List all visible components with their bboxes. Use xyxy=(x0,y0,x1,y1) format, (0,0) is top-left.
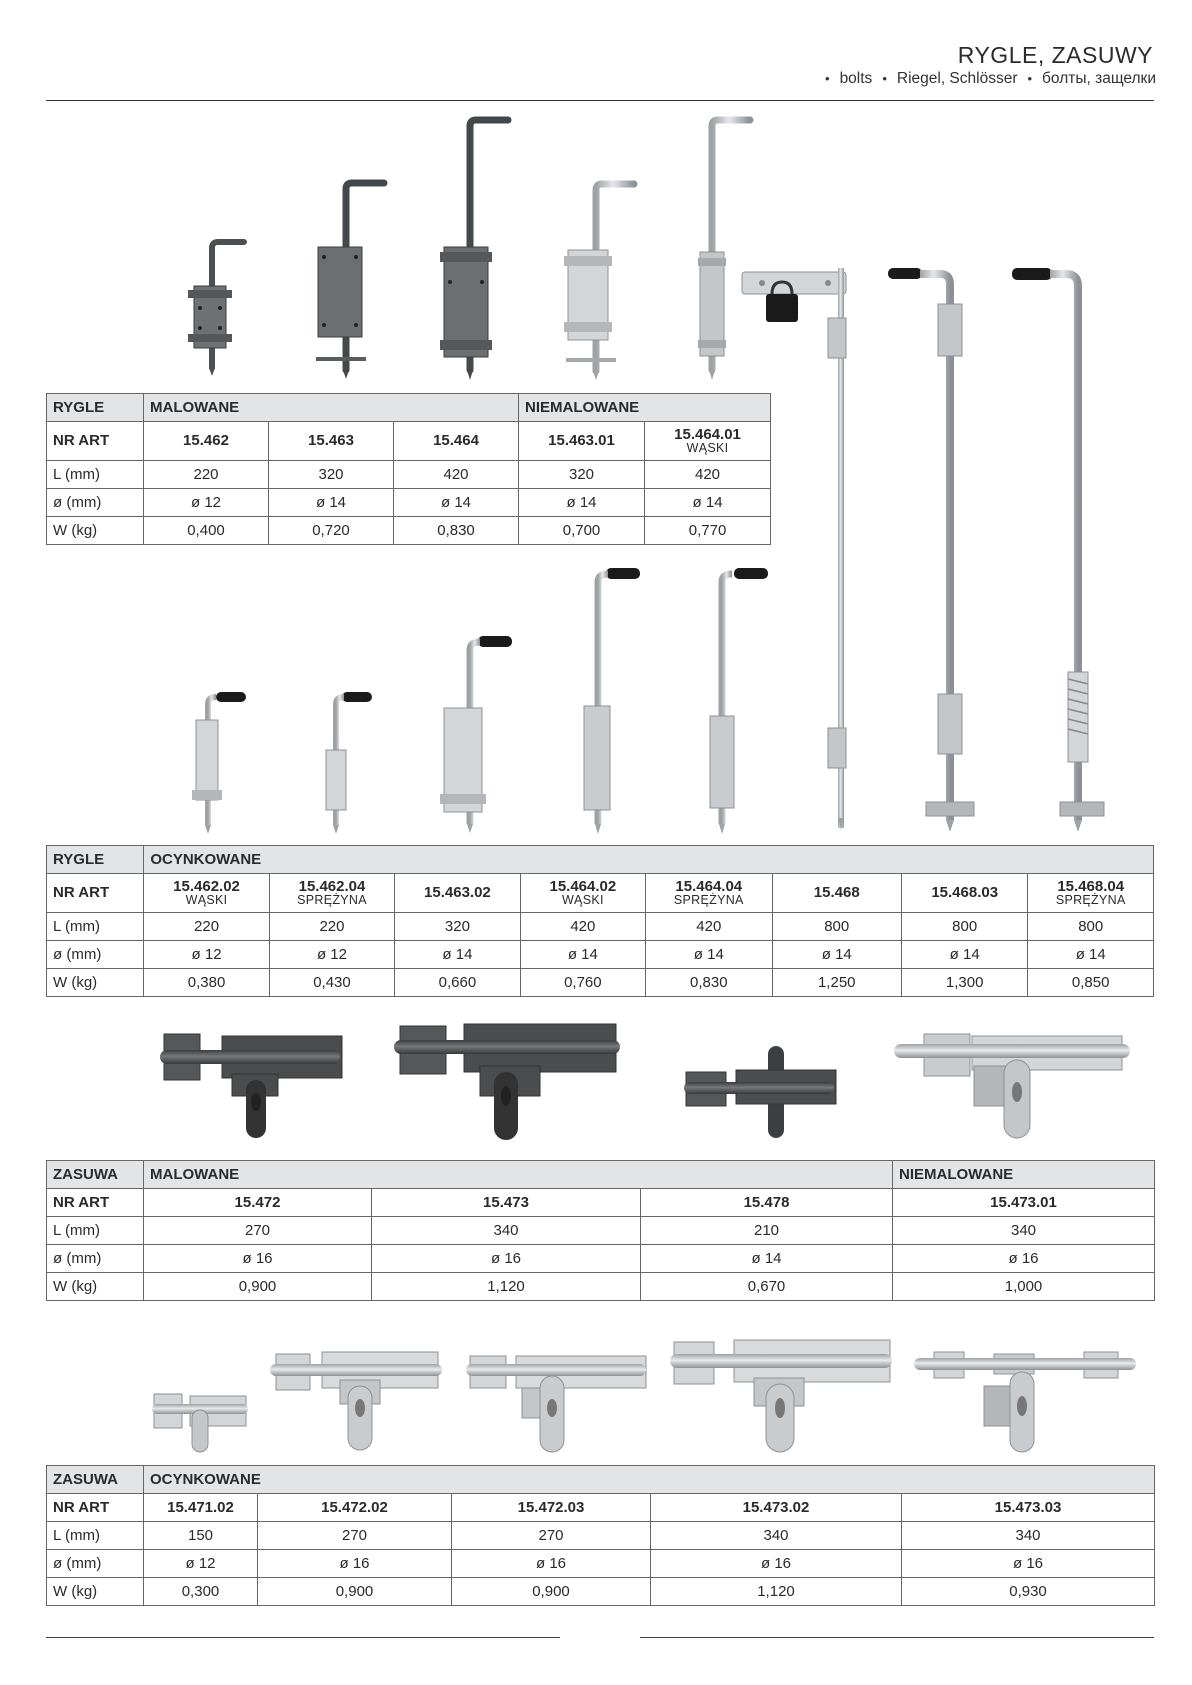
table-cell: 0,930 xyxy=(902,1578,1155,1606)
article-code: 15.463 xyxy=(308,432,354,450)
spec-table-rygle-ocynkowane xyxy=(46,845,1154,997)
product-image-15-463-02 xyxy=(440,634,520,834)
table-group-row xyxy=(47,1161,1155,1189)
article-code: 15.464.04 xyxy=(675,877,743,895)
spec-table-zasuwa-malowane xyxy=(46,1160,1155,1301)
table-cell: 420 xyxy=(394,461,519,489)
group-label: OCYNKOWANE xyxy=(144,846,1154,874)
article-note: WĄSKI xyxy=(185,893,228,908)
article-number xyxy=(395,874,520,913)
group-label: MALOWANE xyxy=(144,1161,893,1189)
article-note: SPRĘŻYNA xyxy=(1055,893,1126,908)
table-row-length xyxy=(47,461,771,489)
table-cell: 220 xyxy=(144,913,269,941)
table-cell: 0,720 xyxy=(269,517,394,545)
table-cell: ø 14 xyxy=(645,489,771,517)
page-title: RYGLE, ZASUWY xyxy=(957,42,1153,68)
table-row-diameter xyxy=(47,941,1154,969)
table-cell: 800 xyxy=(772,913,901,941)
article-number: 15.473.02 xyxy=(651,1494,902,1522)
table-cell: 1,250 xyxy=(772,969,901,997)
table-cell: 1,120 xyxy=(372,1273,641,1301)
spec-table-rygle-malowane xyxy=(46,393,771,545)
table-row-length xyxy=(47,1522,1155,1550)
bullet: • xyxy=(882,71,887,86)
article-code: 15.462.04 xyxy=(298,877,366,895)
product-image-15-478 xyxy=(684,1044,844,1144)
table-cell: 420 xyxy=(646,913,772,941)
group-label: MALOWANE xyxy=(144,394,519,422)
category-label: ZASUWA xyxy=(47,1161,144,1189)
article-number: 15.478 xyxy=(641,1189,893,1217)
table-cell: 0,670 xyxy=(641,1273,893,1301)
article-note: SPRĘŻYNA xyxy=(297,893,367,908)
table-cell: 340 xyxy=(372,1217,641,1245)
product-image-15-471-02 xyxy=(152,1390,252,1456)
article-code: 15.462.02 xyxy=(173,877,240,895)
product-image-15-462-02 xyxy=(186,690,256,835)
table-row-diameter xyxy=(47,489,771,517)
table-cell: 0,830 xyxy=(394,517,519,545)
category-label: RYGLE xyxy=(47,846,144,874)
table-cell: 0,380 xyxy=(144,969,269,997)
table-cell: 0,300 xyxy=(144,1578,258,1606)
table-cell: 320 xyxy=(519,461,645,489)
table-cell: 0,830 xyxy=(646,969,772,997)
product-image-15-473-02 xyxy=(670,1338,896,1456)
product-image-15-464-04 xyxy=(694,566,774,836)
table-cell: ø 14 xyxy=(1028,941,1154,969)
article-number xyxy=(144,422,269,461)
table-row-art xyxy=(47,1494,1155,1522)
row-label: NR ART xyxy=(47,422,144,461)
table-cell: 340 xyxy=(902,1522,1155,1550)
article-number xyxy=(646,874,772,913)
table-cell: ø 14 xyxy=(519,489,645,517)
row-label: L (mm) xyxy=(47,461,144,489)
row-label: L (mm) xyxy=(47,913,144,941)
table-cell: 800 xyxy=(1028,913,1154,941)
row-label: W (kg) xyxy=(47,1578,144,1606)
table-group-row xyxy=(47,846,1154,874)
product-image-15-468-04 xyxy=(1010,264,1110,834)
group-label: NIEMALOWANE xyxy=(519,394,771,422)
table-cell: ø 14 xyxy=(520,941,645,969)
article-code: 15.468 xyxy=(813,884,860,902)
table-cell: 420 xyxy=(520,913,645,941)
row-label: W (kg) xyxy=(47,517,144,545)
row-label: ø (mm) xyxy=(47,1550,144,1578)
table-cell: ø 16 xyxy=(893,1245,1155,1273)
product-image-15-464-02 xyxy=(566,566,646,836)
article-code: 15.463.02 xyxy=(424,884,491,902)
product-image-15-472 xyxy=(160,1030,350,1142)
article-number xyxy=(1028,874,1154,913)
article-number: 15.472.03 xyxy=(452,1494,651,1522)
table-cell: 0,760 xyxy=(520,969,645,997)
row-label: NR ART xyxy=(47,1494,144,1522)
table-cell: 270 xyxy=(144,1217,372,1245)
article-number: 15.473.03 xyxy=(902,1494,1155,1522)
table-cell: ø 16 xyxy=(902,1550,1155,1578)
table-cell: 150 xyxy=(144,1522,258,1550)
footer-divider-left xyxy=(46,1637,560,1638)
product-image-15-462-04 xyxy=(312,690,382,835)
table-cell: 0,770 xyxy=(645,517,771,545)
table-cell: ø 14 xyxy=(641,1245,893,1273)
bullet: • xyxy=(1027,71,1033,86)
table-row-diameter xyxy=(47,1550,1155,1578)
bullet: • xyxy=(825,71,830,86)
table-cell: ø 16 xyxy=(258,1550,452,1578)
group-label: NIEMALOWANE xyxy=(893,1161,1155,1189)
table-cell: 0,400 xyxy=(144,517,269,545)
table-row-art xyxy=(47,874,1154,913)
table-cell: 320 xyxy=(395,913,520,941)
row-label: L (mm) xyxy=(47,1522,144,1550)
article-note: SPRĘŻYNA xyxy=(673,893,744,908)
table-cell: 270 xyxy=(452,1522,651,1550)
subtitle-en: bolts xyxy=(839,70,873,87)
product-image-15-462 xyxy=(180,238,250,378)
table-row-art xyxy=(47,422,771,461)
row-label: W (kg) xyxy=(47,969,144,997)
table-cell: 1,000 xyxy=(893,1273,1155,1301)
page-subtitle xyxy=(815,70,1156,88)
table-cell: 1,300 xyxy=(901,969,1027,997)
row-label: W (kg) xyxy=(47,1273,144,1301)
row-label: NR ART xyxy=(47,1189,144,1217)
product-image-15-472-02 xyxy=(270,1350,446,1454)
article-number xyxy=(520,874,645,913)
article-number xyxy=(269,422,394,461)
table-cell: ø 14 xyxy=(772,941,901,969)
table-cell: ø 14 xyxy=(394,489,519,517)
article-number: 15.473.01 xyxy=(893,1189,1155,1217)
product-image-15-473 xyxy=(394,1022,624,1144)
article-number xyxy=(144,874,269,913)
article-note: WĄSKI xyxy=(561,893,604,908)
subtitle-de: Riegel, Schlösser xyxy=(896,70,1018,87)
table-cell: ø 12 xyxy=(269,941,394,969)
product-image-15-472-03 xyxy=(466,1352,652,1456)
table-cell: 0,900 xyxy=(258,1578,452,1606)
article-number: 15.473 xyxy=(372,1189,641,1217)
row-label: ø (mm) xyxy=(47,489,144,517)
row-label: ø (mm) xyxy=(47,941,144,969)
table-cell: 0,900 xyxy=(144,1273,372,1301)
article-number xyxy=(645,422,771,461)
footer-divider-right xyxy=(640,1637,1154,1638)
table-row-weight xyxy=(47,1273,1155,1301)
table-cell: 340 xyxy=(651,1522,902,1550)
table-row-length xyxy=(47,913,1154,941)
table-cell: 800 xyxy=(901,913,1027,941)
article-code: 15.462 xyxy=(183,432,229,450)
table-cell: ø 14 xyxy=(269,489,394,517)
table-cell: 420 xyxy=(645,461,771,489)
table-row-weight xyxy=(47,969,1154,997)
subtitle-ru: болты, защелки xyxy=(1042,70,1156,87)
table-cell: 210 xyxy=(641,1217,893,1245)
table-cell: ø 16 xyxy=(144,1245,372,1273)
table-cell: ø 16 xyxy=(651,1550,902,1578)
product-image-15-468-03 xyxy=(886,264,986,834)
product-image-15-463 xyxy=(310,175,390,380)
table-cell: ø 16 xyxy=(372,1245,641,1273)
article-number: 15.471.02 xyxy=(144,1494,258,1522)
article-number xyxy=(772,874,901,913)
article-code: 15.468.03 xyxy=(931,884,999,902)
table-cell: 220 xyxy=(144,461,269,489)
table-cell: ø 12 xyxy=(144,489,269,517)
product-image-15-463-01 xyxy=(560,176,640,381)
article-code: 15.464 xyxy=(433,432,479,450)
table-group-row xyxy=(47,394,771,422)
row-label: ø (mm) xyxy=(47,1245,144,1273)
table-cell: 220 xyxy=(269,913,394,941)
article-code: 15.463.01 xyxy=(548,432,615,450)
article-code: 15.464.02 xyxy=(549,877,617,895)
article-code: 15.464.01 xyxy=(674,425,741,443)
table-cell: ø 14 xyxy=(395,941,520,969)
article-number xyxy=(394,422,519,461)
table-row-art xyxy=(47,1189,1155,1217)
table-cell: 0,660 xyxy=(395,969,520,997)
product-image-15-473-01 xyxy=(894,1030,1132,1142)
header-divider xyxy=(46,100,1154,101)
table-cell: ø 14 xyxy=(901,941,1027,969)
table-row-length xyxy=(47,1217,1155,1245)
category-label: ZASUWA xyxy=(47,1466,144,1494)
table-group-row xyxy=(47,1466,1155,1494)
table-cell: 0,430 xyxy=(269,969,394,997)
category-label: RYGLE xyxy=(47,394,144,422)
group-label: OCYNKOWANE xyxy=(144,1466,1155,1494)
table-cell: 0,900 xyxy=(452,1578,651,1606)
table-cell: 1,120 xyxy=(651,1578,902,1606)
row-label: NR ART xyxy=(47,874,144,913)
article-number xyxy=(901,874,1027,913)
table-row-weight xyxy=(47,1578,1155,1606)
table-row-diameter xyxy=(47,1245,1155,1273)
table-cell: 320 xyxy=(269,461,394,489)
table-cell: ø 16 xyxy=(452,1550,651,1578)
table-cell: ø 12 xyxy=(144,941,269,969)
article-number: 15.472.02 xyxy=(258,1494,452,1522)
table-row-weight xyxy=(47,517,771,545)
article-code: 15.468.04 xyxy=(1057,877,1125,895)
table-cell: 0,700 xyxy=(519,517,645,545)
article-note: WĄSKI xyxy=(686,441,729,456)
article-number: 15.472 xyxy=(144,1189,372,1217)
table-cell: 0,850 xyxy=(1028,969,1154,997)
article-number xyxy=(269,874,394,913)
spec-table-zasuwa-ocynkowane xyxy=(46,1465,1155,1606)
table-cell: ø 14 xyxy=(646,941,772,969)
article-number xyxy=(519,422,645,461)
product-image-15-464 xyxy=(434,112,514,382)
product-image-15-473-03 xyxy=(914,1348,1138,1456)
row-label: L (mm) xyxy=(47,1217,144,1245)
table-cell: 340 xyxy=(893,1217,1155,1245)
table-cell: 270 xyxy=(258,1522,452,1550)
table-cell: ø 12 xyxy=(144,1550,258,1578)
